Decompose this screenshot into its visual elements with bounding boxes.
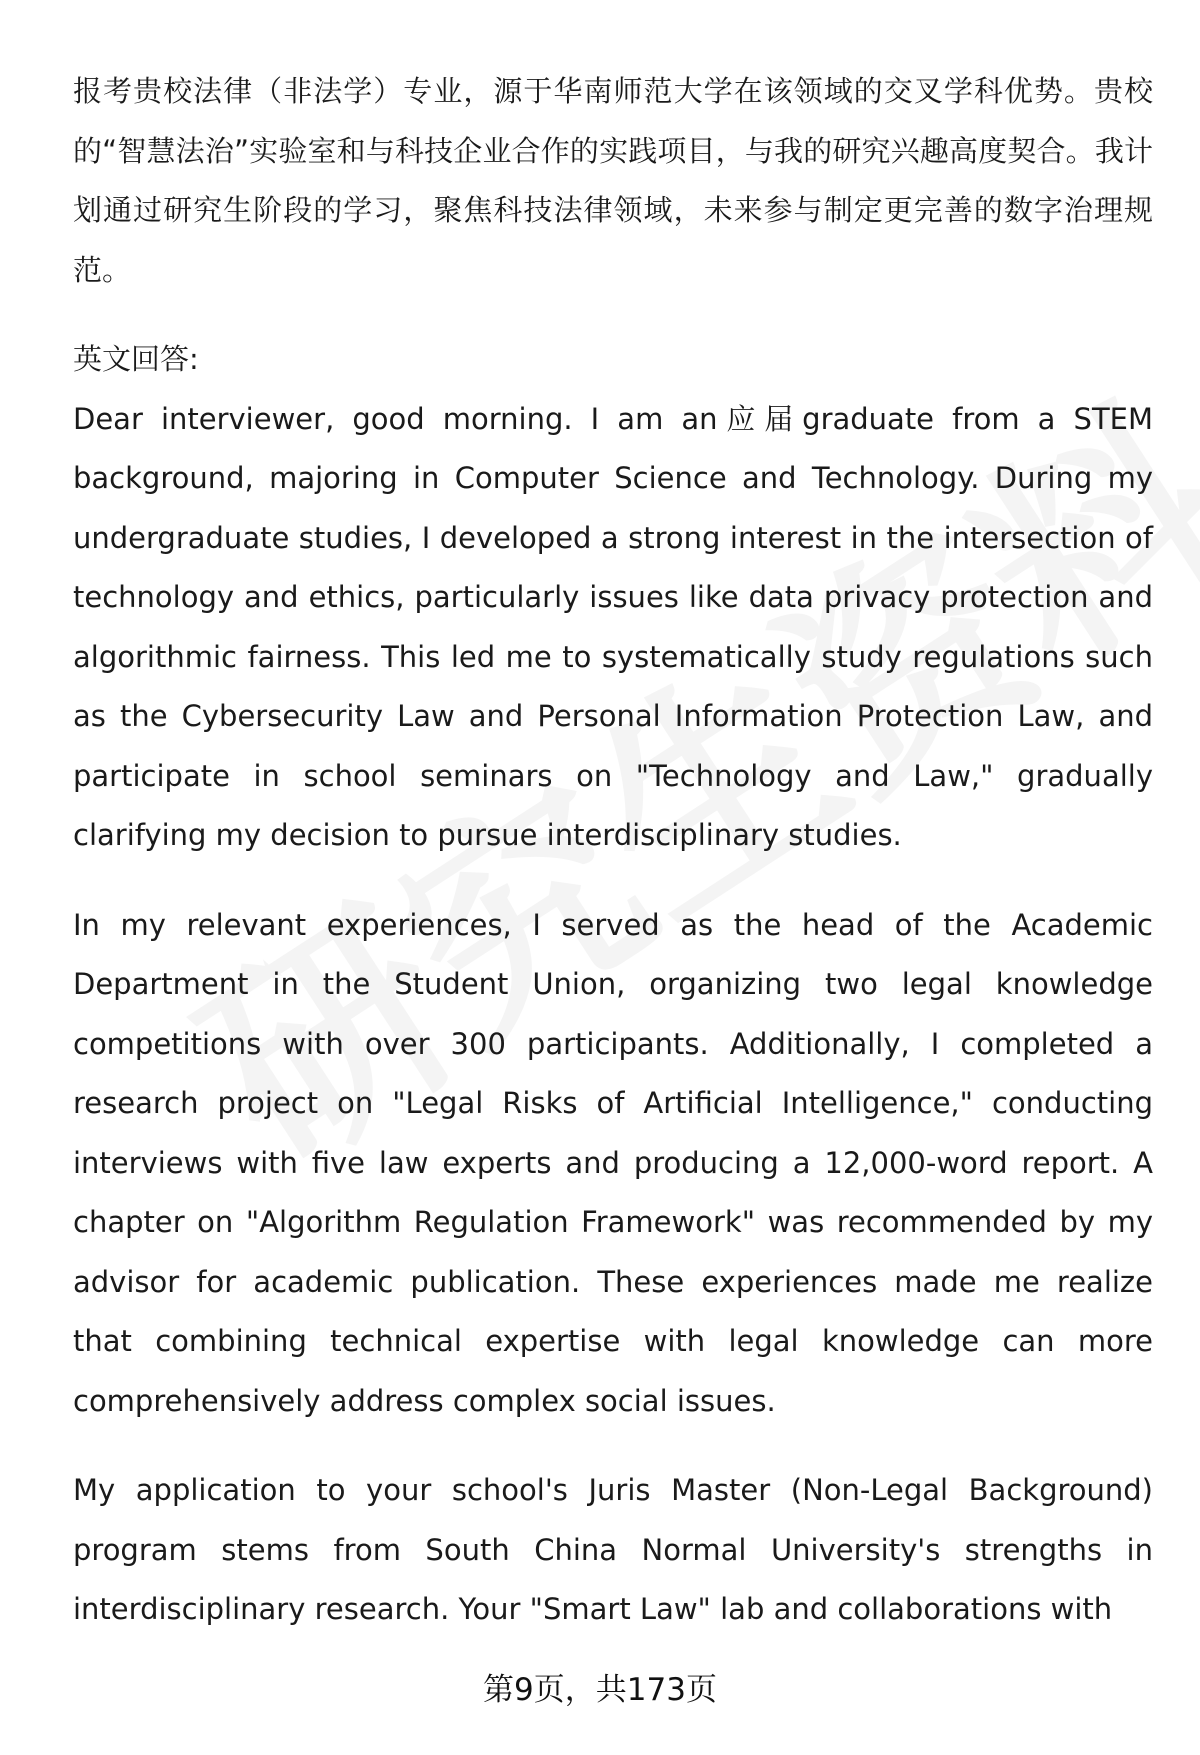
document-body bbox=[73, 62, 1153, 1670]
chinese-answer-paragraph: 报考贵校法律（非法学）专业，源于华南师范大学在该领域的交叉学科优势。贵校的“智慧法治”实验室和与科技企业合作的实践项目，与我的研究兴趣高度契合。我计划通过研究生阶段的学习，聚焦科技法律领域，未来参与制定更完善的数字治理规范。 bbox=[73, 74, 1153, 287]
english-paragraph-intro: Dear interviewer, good morning. I am an应届graduate from a STEM background, majoring in Computer Science and Technology. During my undergraduate studies, I developed a strong interest in the intersection of technology and ethics, particularly issues like data privacy protection and algorithmic fairness. This led me to systematically study regulations such as the Cybersecurity Law and Personal Information Protection Law, and participate in school seminars on "Technology and Law," gradually clarifying my decision to pursue interdisciplinary studies. bbox=[73, 401, 1153, 852]
page-number-footer: 第9页，共173页 bbox=[483, 1672, 717, 1708]
english-answer-heading: 英文回答: bbox=[73, 342, 199, 376]
english-paragraph-experience: In my relevant experiences, I served as the head of the Academic Department in the Student Union, organizing two legal knowledge competitions with over 300 participants. Additionally, I completed a research project on "Legal Risks of Artificial Intelligence," conducting interviews with five law experts and producing a 12,000-word report. A chapter on "Algorithm Regulation Framework" was recommended by my advisor for academic publication. These experiences made me realize that combining technical expertise with legal knowledge can more comprehensively address complex social issues. bbox=[73, 907, 1153, 1418]
english-paragraph-motivation: My application to your school's Juris Master (Non-Legal Background) program stems from South China Normal University's strengths in interdisciplinary research. Your "Smart Law" lab and collaborations with bbox=[73, 1473, 1153, 1626]
